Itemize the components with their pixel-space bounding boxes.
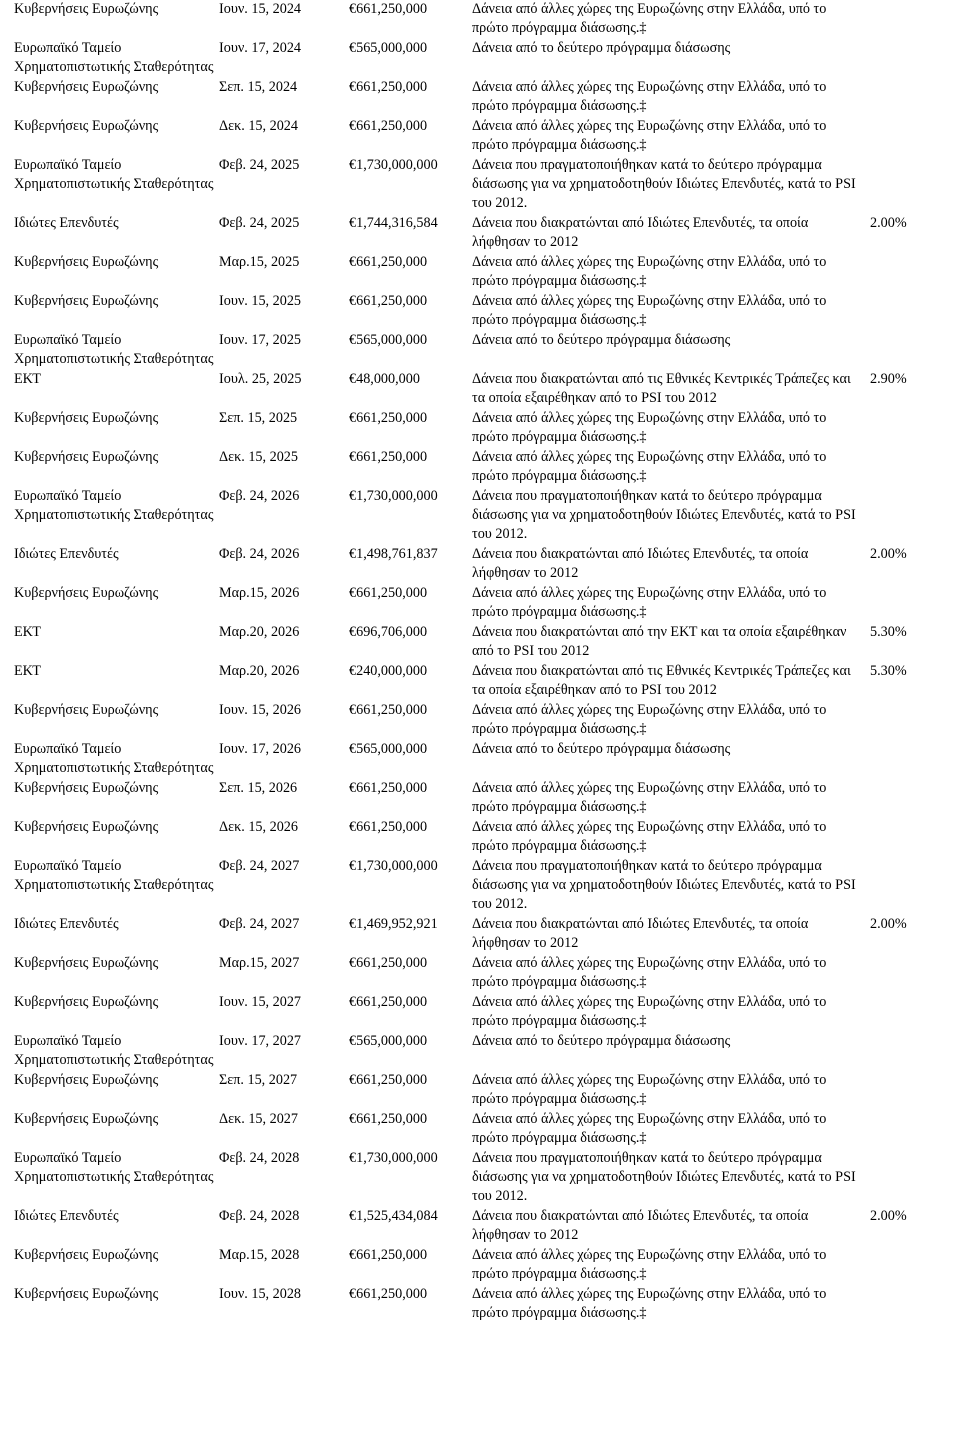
table-row — [14, 487, 960, 545]
date-cell: Σεπ. 15, 2026 — [219, 780, 298, 796]
rate-cell — [860, 409, 960, 448]
table-row — [14, 993, 960, 1032]
date-cell: Ιουν. 15, 2026 — [219, 702, 302, 718]
description-cell: Δάνεια από το δεύτερο πρόγραμμα διάσωσης — [472, 1033, 731, 1049]
creditor-cell: ΕΚΤ — [14, 663, 41, 679]
date-cell: Ιουν. 17, 2025 — [219, 332, 302, 348]
creditor-cell: Ευρωπαϊκό Ταμείο Χρηματοπιστωτικής Σταθερότητας — [14, 1033, 214, 1068]
rate-cell — [860, 1285, 960, 1324]
table-row — [14, 370, 960, 409]
amount-cell: € 565,000,000 — [349, 740, 472, 779]
amount-cell: € 661,250,000 — [349, 0, 472, 39]
creditor-cell: Ευρωπαϊκό Ταμείο Χρηματοπιστωτικής Σταθερότητας — [14, 488, 214, 523]
description-cell: Δάνεια που διακρατώνται από Ιδιώτες Επενδυτές, τα οποία λήφθησαν το 2012 — [472, 916, 809, 951]
creditor-cell: Ιδιώτες Επενδυτές — [14, 215, 119, 231]
creditor-cell: Κυβερνήσεις Ευρωζώνης — [14, 702, 159, 718]
date-cell: Δεκ. 15, 2024 — [219, 118, 298, 134]
table-row — [14, 1032, 960, 1071]
description-cell: Δάνεια που διακρατώνται από Ιδιώτες Επενδυτές, τα οποία λήφθησαν το 2012 — [472, 1208, 809, 1243]
amount-cell: € 661,250,000 — [349, 448, 472, 487]
creditor-cell: Κυβερνήσεις Ευρωζώνης — [14, 819, 159, 835]
creditor-cell: Κυβερνήσεις Ευρωζώνης — [14, 1247, 159, 1263]
repayment-schedule-body — [14, 0, 960, 1324]
rate-cell — [860, 253, 960, 292]
description-cell: Δάνεια που διακρατώνται από τις Εθνικές Κεντρικές Τράπεζες και τα οποία εξαιρέθηκαν από το PSI του 2012 — [472, 663, 851, 698]
amount-cell: € 1,730,000,000 — [349, 487, 472, 545]
creditor-cell: Ευρωπαϊκό Ταμείο Χρηματοπιστωτικής Σταθερότητας — [14, 1150, 214, 1185]
date-cell: Ιουν. 17, 2024 — [219, 40, 302, 56]
date-cell: Φεβ. 24, 2026 — [219, 546, 300, 562]
rate-cell: 2.90% — [870, 371, 907, 387]
creditor-cell: Κυβερνήσεις Ευρωζώνης — [14, 1111, 159, 1127]
table-row — [14, 1149, 960, 1207]
rate-cell — [860, 448, 960, 487]
creditor-cell: Κυβερνήσεις Ευρωζώνης — [14, 449, 159, 465]
creditor-cell: Κυβερνήσεις Ευρωζώνης — [14, 1072, 159, 1088]
creditor-cell: ΕΚΤ — [14, 371, 41, 387]
table-row — [14, 545, 960, 584]
rate-cell — [860, 156, 960, 214]
rate-cell — [860, 117, 960, 156]
rate-cell — [860, 701, 960, 740]
creditor-cell: Κυβερνήσεις Ευρωζώνης — [14, 293, 159, 309]
amount-cell: € 661,250,000 — [349, 1110, 472, 1149]
rate-cell — [860, 740, 960, 779]
date-cell: Φεβ. 24, 2026 — [219, 488, 300, 504]
description-cell: Δάνεια που πραγματοποιήθηκαν κατά το δεύτερο πρόγραμμα διάσωσης για να χρηματοδοτηθούν Ιδιώτες Επενδυτές, κατά το PSI του 2012. — [472, 858, 856, 912]
creditor-cell: Ιδιώτες Επενδυτές — [14, 1208, 119, 1224]
table-row — [14, 156, 960, 214]
rate-cell: 2.00% — [870, 916, 907, 932]
amount-cell: € 661,250,000 — [349, 117, 472, 156]
description-cell: Δάνεια που διακρατώνται από Ιδιώτες Επενδυτές, τα οποία λήφθησαν το 2012 — [472, 215, 809, 250]
amount-cell: € 661,250,000 — [349, 1285, 472, 1324]
date-cell: Μαρ.15, 2026 — [219, 585, 300, 601]
amount-cell: € 661,250,000 — [349, 818, 472, 857]
table-row — [14, 818, 960, 857]
date-cell: Μαρ.15, 2027 — [219, 955, 300, 971]
description-cell: Δάνεια από άλλες χώρες της Ευρωζώνης στην Ελλάδα, υπό το πρώτο πρόγραμμα διάσωσης.‡ — [472, 410, 827, 445]
date-cell: Φεβ. 24, 2027 — [219, 858, 300, 874]
creditor-cell: Κυβερνήσεις Ευρωζώνης — [14, 1, 159, 17]
amount-cell: € 1,744,316,584 — [349, 214, 472, 253]
table-row — [14, 0, 960, 39]
description-cell: Δάνεια από άλλες χώρες της Ευρωζώνης στην Ελλάδα, υπό το πρώτο πρόγραμμα διάσωσης.‡ — [472, 79, 827, 114]
table-row — [14, 1285, 960, 1324]
table-row — [14, 701, 960, 740]
description-cell: Δάνεια από άλλες χώρες της Ευρωζώνης στην Ελλάδα, υπό το πρώτο πρόγραμμα διάσωσης.‡ — [472, 293, 827, 328]
table-row — [14, 584, 960, 623]
rate-cell: 5.30% — [870, 624, 907, 640]
date-cell: Ιουν. 15, 2025 — [219, 293, 302, 309]
date-cell: Σεπ. 15, 2027 — [219, 1072, 298, 1088]
date-cell: Φεβ. 24, 2025 — [219, 157, 300, 173]
creditor-cell: Κυβερνήσεις Ευρωζώνης — [14, 780, 159, 796]
creditor-cell: Κυβερνήσεις Ευρωζώνης — [14, 118, 159, 134]
date-cell: Μαρ.20, 2026 — [219, 663, 300, 679]
amount-cell: € 1,730,000,000 — [349, 156, 472, 214]
table-row — [14, 740, 960, 779]
rate-cell — [860, 1071, 960, 1110]
creditor-cell: Ευρωπαϊκό Ταμείο Χρηματοπιστωτικής Σταθερότητας — [14, 858, 214, 893]
description-cell: Δάνεια από άλλες χώρες της Ευρωζώνης στην Ελλάδα, υπό το πρώτο πρόγραμμα διάσωσης.‡ — [472, 819, 827, 854]
table-row — [14, 39, 960, 78]
rate-cell — [860, 331, 960, 370]
table-row — [14, 1246, 960, 1285]
table-row — [14, 409, 960, 448]
amount-cell: € 661,250,000 — [349, 292, 472, 331]
creditor-cell: Κυβερνήσεις Ευρωζώνης — [14, 1286, 159, 1302]
description-cell: Δάνεια από άλλες χώρες της Ευρωζώνης στην Ελλάδα, υπό το πρώτο πρόγραμμα διάσωσης.‡ — [472, 1286, 827, 1321]
description-cell: Δάνεια που διακρατώνται από τις Εθνικές Κεντρικές Τράπεζες και τα οποία εξαιρέθηκαν από το PSI του 2012 — [472, 371, 851, 406]
creditor-cell: Κυβερνήσεις Ευρωζώνης — [14, 994, 159, 1010]
description-cell: Δάνεια που πραγματοποιήθηκαν κατά το δεύτερο πρόγραμμα διάσωσης για να χρηματοδοτηθούν Ιδιώτες Επενδυτές, κατά το PSI του 2012. — [472, 1150, 856, 1204]
rate-cell — [860, 584, 960, 623]
table-row — [14, 448, 960, 487]
date-cell: Σεπ. 15, 2024 — [219, 79, 298, 95]
date-cell: Φεβ. 24, 2025 — [219, 215, 300, 231]
amount-cell: € 565,000,000 — [349, 39, 472, 78]
date-cell: Ιουν. 15, 2024 — [219, 1, 302, 17]
date-cell: Δεκ. 15, 2025 — [219, 449, 298, 465]
amount-cell: € 661,250,000 — [349, 1246, 472, 1285]
rate-cell — [860, 39, 960, 78]
description-cell: Δάνεια από άλλες χώρες της Ευρωζώνης στην Ελλάδα, υπό το πρώτο πρόγραμμα διάσωσης.‡ — [472, 780, 827, 815]
date-cell: Ιουν. 15, 2028 — [219, 1286, 302, 1302]
date-cell: Ιουν. 15, 2027 — [219, 994, 302, 1010]
table-row — [14, 1207, 960, 1246]
amount-cell: € 661,250,000 — [349, 409, 472, 448]
table-row — [14, 292, 960, 331]
creditor-cell: Κυβερνήσεις Ευρωζώνης — [14, 410, 159, 426]
description-cell: Δάνεια από το δεύτερο πρόγραμμα διάσωσης — [472, 40, 731, 56]
amount-cell: € 661,250,000 — [349, 253, 472, 292]
date-cell: Μαρ.20, 2026 — [219, 624, 300, 640]
date-cell: Σεπ. 15, 2025 — [219, 410, 298, 426]
rate-cell: 2.00% — [870, 215, 907, 231]
table-row — [14, 915, 960, 954]
amount-cell: € 661,250,000 — [349, 779, 472, 818]
table-row — [14, 954, 960, 993]
date-cell: Ιουν. 17, 2027 — [219, 1033, 302, 1049]
table-row — [14, 1071, 960, 1110]
table-row — [14, 117, 960, 156]
rate-cell — [860, 818, 960, 857]
amount-cell: € 1,730,000,000 — [349, 857, 472, 915]
rate-cell — [860, 857, 960, 915]
rate-cell — [860, 0, 960, 39]
creditor-cell: Κυβερνήσεις Ευρωζώνης — [14, 955, 159, 971]
rate-cell — [860, 292, 960, 331]
date-cell: Δεκ. 15, 2027 — [219, 1111, 298, 1127]
rate-cell — [860, 993, 960, 1032]
table-row — [14, 78, 960, 117]
creditor-cell: Ιδιώτες Επενδυτές — [14, 916, 119, 932]
table-row — [14, 857, 960, 915]
date-cell: Δεκ. 15, 2026 — [219, 819, 298, 835]
table-row — [14, 214, 960, 253]
amount-cell: € 661,250,000 — [349, 584, 472, 623]
amount-cell: € 696,706,000 — [349, 623, 472, 662]
rate-cell — [860, 487, 960, 545]
rate-cell: 2.00% — [870, 1208, 907, 1224]
rate-cell — [860, 954, 960, 993]
description-cell: Δάνεια που διακρατώνται από την ΕΚΤ και τα οποία εξαιρέθηκαν από το PSI του 2012 — [472, 624, 847, 659]
amount-cell: € 1,730,000,000 — [349, 1149, 472, 1207]
description-cell: Δάνεια που διακρατώνται από Ιδιώτες Επενδυτές, τα οποία λήφθησαν το 2012 — [472, 546, 809, 581]
table-row — [14, 1110, 960, 1149]
rate-cell — [860, 1246, 960, 1285]
creditor-cell: ΕΚΤ — [14, 624, 41, 640]
description-cell: Δάνεια από άλλες χώρες της Ευρωζώνης στην Ελλάδα, υπό το πρώτο πρόγραμμα διάσωσης.‡ — [472, 254, 827, 289]
rate-cell — [860, 1149, 960, 1207]
date-cell: Φεβ. 24, 2027 — [219, 916, 300, 932]
rate-cell: 2.00% — [870, 546, 907, 562]
rate-cell — [860, 1110, 960, 1149]
amount-cell: € 661,250,000 — [349, 1071, 472, 1110]
creditor-cell: Ευρωπαϊκό Ταμείο Χρηματοπιστωτικής Σταθερότητας — [14, 741, 214, 776]
amount-cell: € 661,250,000 — [349, 701, 472, 740]
rate-cell — [860, 1032, 960, 1071]
description-cell: Δάνεια από άλλες χώρες της Ευρωζώνης στην Ελλάδα, υπό το πρώτο πρόγραμμα διάσωσης.‡ — [472, 1, 827, 36]
amount-cell: € 1,525,434,084 — [349, 1207, 472, 1246]
description-cell: Δάνεια που πραγματοποιήθηκαν κατά το δεύτερο πρόγραμμα διάσωσης για να χρηματοδοτηθούν Ιδιώτες Επενδυτές, κατά το PSI του 2012. — [472, 488, 856, 542]
description-cell: Δάνεια από άλλες χώρες της Ευρωζώνης στην Ελλάδα, υπό το πρώτο πρόγραμμα διάσωσης.‡ — [472, 1072, 827, 1107]
amount-cell: € 1,469,952,921 — [349, 915, 472, 954]
amount-cell: € 661,250,000 — [349, 954, 472, 993]
description-cell: Δάνεια από άλλες χώρες της Ευρωζώνης στην Ελλάδα, υπό το πρώτο πρόγραμμα διάσωσης.‡ — [472, 118, 827, 153]
amount-cell: € 565,000,000 — [349, 331, 472, 370]
date-cell: Φεβ. 24, 2028 — [219, 1150, 300, 1166]
date-cell: Φεβ. 24, 2028 — [219, 1208, 300, 1224]
description-cell: Δάνεια από άλλες χώρες της Ευρωζώνης στην Ελλάδα, υπό το πρώτο πρόγραμμα διάσωσης.‡ — [472, 994, 827, 1029]
rate-cell — [860, 78, 960, 117]
creditor-cell: Ευρωπαϊκό Ταμείο Χρηματοπιστωτικής Σταθερότητας — [14, 157, 214, 192]
creditor-cell: Ευρωπαϊκό Ταμείο Χρηματοπιστωτικής Σταθερότητας — [14, 40, 214, 75]
description-cell: Δάνεια από άλλες χώρες της Ευρωζώνης στην Ελλάδα, υπό το πρώτο πρόγραμμα διάσωσης.‡ — [472, 702, 827, 737]
amount-cell: € 240,000,000 — [349, 662, 472, 701]
description-cell: Δάνεια από άλλες χώρες της Ευρωζώνης στην Ελλάδα, υπό το πρώτο πρόγραμμα διάσωσης.‡ — [472, 1111, 827, 1146]
date-cell: Μαρ.15, 2028 — [219, 1247, 300, 1263]
description-cell: Δάνεια από άλλες χώρες της Ευρωζώνης στην Ελλάδα, υπό το πρώτο πρόγραμμα διάσωσης.‡ — [472, 585, 827, 620]
creditor-cell: Κυβερνήσεις Ευρωζώνης — [14, 585, 159, 601]
creditor-cell: Κυβερνήσεις Ευρωζώνης — [14, 79, 159, 95]
description-cell: Δάνεια από άλλες χώρες της Ευρωζώνης στην Ελλάδα, υπό το πρώτο πρόγραμμα διάσωσης.‡ — [472, 955, 827, 990]
creditor-cell: Κυβερνήσεις Ευρωζώνης — [14, 254, 159, 270]
rate-cell — [860, 779, 960, 818]
rate-cell: 5.30% — [870, 663, 907, 679]
creditor-cell: Ιδιώτες Επενδυτές — [14, 546, 119, 562]
description-cell: Δάνεια από άλλες χώρες της Ευρωζώνης στην Ελλάδα, υπό το πρώτο πρόγραμμα διάσωσης.‡ — [472, 449, 827, 484]
date-cell: Μαρ.15, 2025 — [219, 254, 300, 270]
description-cell: Δάνεια από το δεύτερο πρόγραμμα διάσωσης — [472, 332, 731, 348]
table-row — [14, 662, 960, 701]
amount-cell: € 661,250,000 — [349, 78, 472, 117]
amount-cell: € 1,498,761,837 — [349, 545, 472, 584]
table-row — [14, 253, 960, 292]
amount-cell: € 48,000,000 — [349, 370, 472, 409]
table-row — [14, 779, 960, 818]
table-row — [14, 623, 960, 662]
repayment-schedule-table — [14, 0, 960, 1324]
amount-cell: € 661,250,000 — [349, 993, 472, 1032]
description-cell: Δάνεια από άλλες χώρες της Ευρωζώνης στην Ελλάδα, υπό το πρώτο πρόγραμμα διάσωσης.‡ — [472, 1247, 827, 1282]
creditor-cell: Ευρωπαϊκό Ταμείο Χρηματοπιστωτικής Σταθερότητας — [14, 332, 214, 367]
date-cell: Ιουν. 17, 2026 — [219, 741, 302, 757]
amount-cell: € 565,000,000 — [349, 1032, 472, 1071]
date-cell: Ιουλ. 25, 2025 — [219, 371, 302, 387]
table-row — [14, 331, 960, 370]
description-cell: Δάνεια από το δεύτερο πρόγραμμα διάσωσης — [472, 741, 731, 757]
description-cell: Δάνεια που πραγματοποιήθηκαν κατά το δεύτερο πρόγραμμα διάσωσης για να χρηματοδοτηθούν Ιδιώτες Επενδυτές, κατά το PSI του 2012. — [472, 157, 856, 211]
